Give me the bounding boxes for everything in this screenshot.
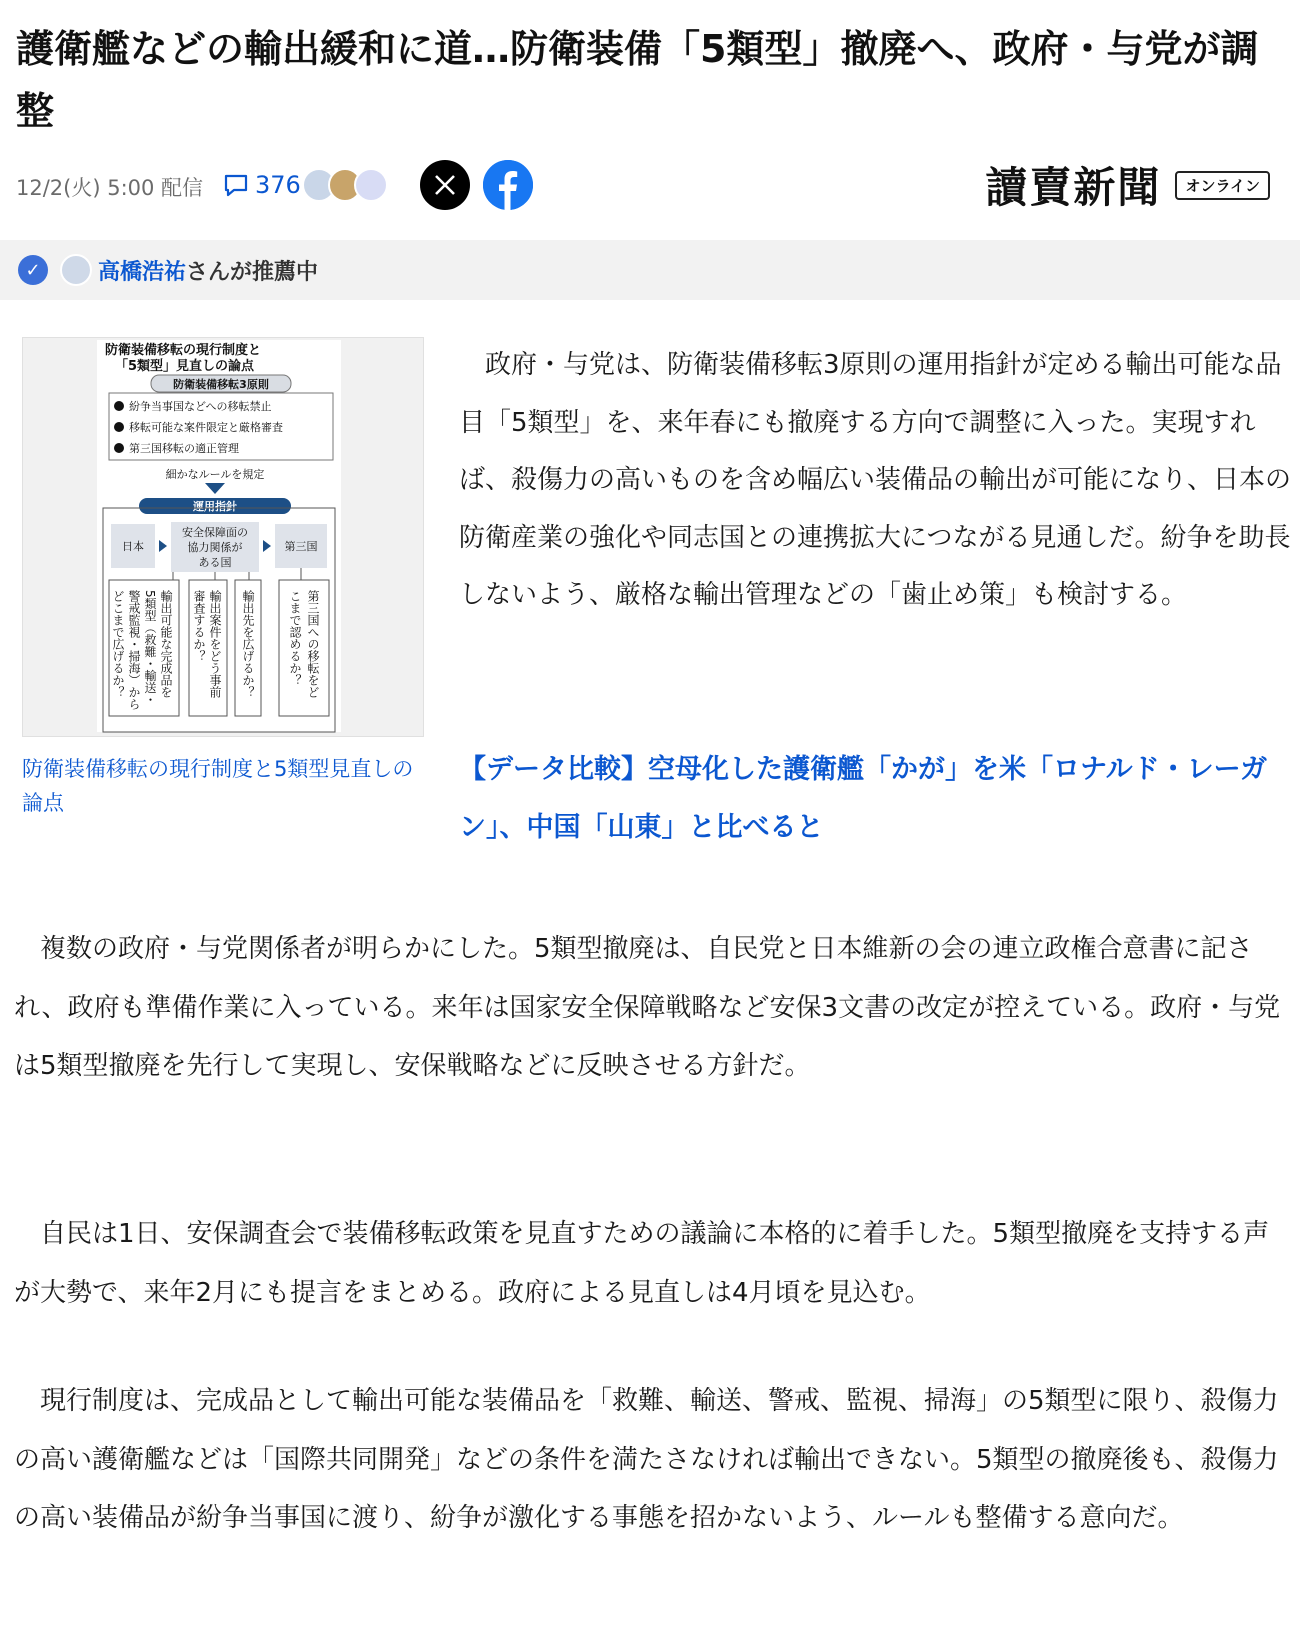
issue-4-col-1: 第三国への移転をど: [306, 590, 320, 698]
comment-icon: [223, 173, 249, 197]
svg-text:安全保障面の: 安全保障面の: [182, 526, 248, 539]
issue-3: 輸出先を広げるか？: [241, 590, 255, 698]
principle-1: 紛争当事国などへの移転禁止: [129, 400, 272, 413]
body-paragraph: [14, 1372, 1289, 1548]
flow-third-country: 第三国: [284, 540, 318, 553]
body-paragraph-text: 自民は1日、安保調査会で装備移転政策を見直すための議論に本格的に着手した。5類型撤廃を支持する声が大勢で、来年2月にも提言をまとめる。政府による見直しは4月頃を見込む。: [14, 1219, 1270, 1308]
figure-title-line2: 「5類型」見直しの論点: [115, 359, 255, 374]
principle-3: 第三国移転の適正管理: [129, 442, 239, 455]
issue-1-col-4: どこまで広げるか？: [111, 590, 125, 698]
avatar[interactable]: [60, 254, 92, 286]
share-facebook-button[interactable]: [483, 160, 533, 210]
related-article-link[interactable]: 【データ比較】空母化した護衛艦「かが」を米「ロナルド・レーガン」、中国「山東」と比べると: [459, 754, 1268, 843]
recommender-name-link[interactable]: 高橋浩祐: [98, 259, 187, 285]
article-figure[interactable]: [22, 337, 424, 737]
figure-title-line1: 防衛装備移転の現行制度と: [105, 343, 262, 358]
body-paragraph-text: 複数の政府・与党関係者が明らかにした。5類型撤廃は、自民党と日本維新の会の連立政権合意書に記され、政府も準備作業に入っている。来年は国家安全保障戦略など安保3文書の改定が控えている。政府・与党は5類型撤廃を先行して実現し、安保戦略などに反映させる方針だ。: [14, 934, 1281, 1081]
svg-text:協力関係が: 協力関係が: [187, 541, 243, 554]
issue-2-col-1: 輸出案件をどう事前: [208, 590, 222, 698]
facebook-icon: [483, 160, 533, 210]
issue-1-col-3: 警戒監視・掃海）から: [127, 590, 141, 710]
body-paragraph-text: 現行制度は、完成品として輸出可能な装備品を「救難、輸送、警戒、監視、掃海」の5類型に限り、殺傷力の高い護衛艦などは「国際共同開発」などの条件を満たさなければ輸出できない。5類型の撤廃後も、殺傷力の高い装備品が紛争当事国に渡り、紛争が激化する事態を招かないよう、ルールも整備する意向だ。: [14, 1386, 1279, 1533]
issue-1-col-2: 5類型（救難・輸送・: [143, 590, 157, 706]
source-logo[interactable]: [985, 160, 1270, 210]
issue-2-col-2: 審査するか？: [192, 590, 206, 662]
guideline-label: 運用指針: [193, 500, 237, 513]
principle-2: 移転可能な案件限定と厳格審査: [129, 421, 283, 434]
commenter-avatars[interactable]: [302, 166, 412, 204]
recommend-label: さんが推薦中: [186, 259, 319, 285]
figure-diagram: [23, 338, 425, 738]
publish-date: 12/2(火) 5:00 配信: [16, 176, 204, 200]
comment-count: 376: [255, 171, 301, 199]
article-meta: [16, 158, 1286, 214]
lead-paragraph: [459, 337, 1294, 625]
share-x-button[interactable]: [420, 160, 470, 210]
figure-caption-link[interactable]: 防衛装備移転の現行制度と5類型見直しの論点: [22, 757, 414, 815]
avatar: [354, 168, 388, 202]
arrow-label: 細かなルールを規定: [165, 468, 265, 481]
body-paragraph: [14, 1205, 1289, 1322]
flow-japan: 日本: [122, 540, 144, 553]
issue-4-col-2: こまで認めるか？: [288, 590, 302, 686]
article-headline: 護衛艦などの輸出緩和に道…防衛装備「5類型」撤廃へ、政府・与党が調整: [16, 27, 1259, 133]
body-paragraph: [14, 920, 1289, 1096]
lead-text: 政府・与党は、防衛装備移転3原則の運用指針が定める輸出可能な品目「5類型」を、来年春にも撤廃する方向で調整に入った。実現すれば、殺傷力の高いものを含め幅広い装備品の輸出が可能になり、日本の防衛産業の強化や同志国との連携拡大につながる見通しだ。紛争を助長しないよう、厳格な輸出管理などの「歯止め策」も検討する。: [459, 350, 1292, 611]
verified-check-icon: ✓: [18, 255, 48, 285]
x-logo-icon: [433, 173, 457, 197]
svg-text:ある国: ある国: [198, 556, 232, 569]
recommend-bar: [0, 240, 1300, 300]
principles-header: 防衛装備移転3原則: [173, 378, 269, 391]
source-name: 讀賣新聞: [985, 163, 1162, 212]
source-badge: オンライン: [1175, 171, 1270, 200]
comment-button[interactable]: [223, 168, 301, 202]
issue-1-col-1: 輸出可能な完成品を: [159, 590, 173, 698]
